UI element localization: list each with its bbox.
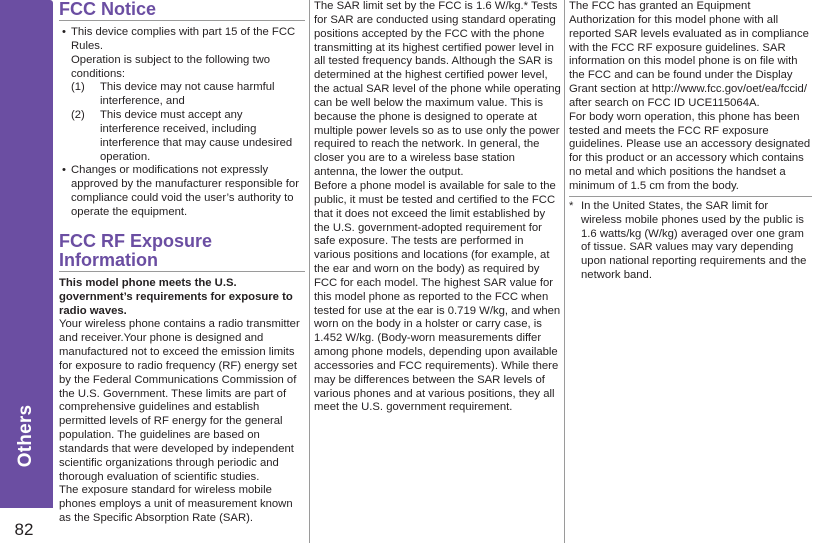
condition-number: (1) [71, 81, 85, 94]
condition-text: This device may not cause harmful interference, and [100, 81, 275, 108]
right-column [569, 0, 812, 283]
footnote [569, 196, 812, 283]
condition-item [71, 81, 305, 109]
footnote-text: In the United States, the SAR limit for wireless mobile phones used by the public is 1.6 watts/kg (W/kg) averaged over one gram of tissue. SAR values may vary depending upon national reporting requirements and the network band. [581, 199, 807, 282]
rf-lead-text: This model phone meets the U.S. government’s requirements for exposure to radio waves. [59, 276, 293, 317]
bullet-item [59, 26, 305, 164]
rf-paragraph: Your wireless phone contains a radio transmitter and receiver.Your phone is designed and manufactured not to exceed the emission limits for exposure to radio frequency (RF) energy set by the Federal Communications Commission of the U.S. Government. These limits are part of comprehensive guidelines and establish permitted levels of RF energy for the general population. The guidelines are based on standards that were developed by independent scientific organizations through periodic and thorough evaluation of scientific studies. [59, 318, 300, 483]
middle-column [314, 0, 562, 415]
condition-text: This device must accept any interference received, including interference that may cause undesired operation. [100, 109, 293, 163]
rf-exposure-heading: FCC RF Exposure Information [59, 232, 305, 272]
column-divider [564, 0, 565, 543]
section-side-tab [0, 0, 53, 508]
bullet-text: Changes or modifications not expressly approved by the manufacturer responsible for compliance could void the user’s authority to operate the equipment. [71, 164, 299, 218]
bullet-subtext: Operation is subject to the following two conditions: [71, 53, 271, 80]
bullet-text: This device complies with part 15 of the FCC Rules. [71, 26, 296, 52]
sar-paragraph: The SAR limit set by the FCC is 1.6 W/kg.* Tests for SAR are conducted using standard operating positions accepted by the FCC with the phone transmitting at its highest certified power level in all tested frequency bands. Although the SAR is determined at the highest certified power level, the actual SAR level of the phone while operating can be well below the maximum value. This is because the phone is designed to operate at multiple power levels so as to use only the power required to reach the network. In general, the closer you are to a wireless base station antenna, the lower the output. [314, 0, 561, 179]
column-divider [309, 0, 310, 543]
footnote-mark: * [569, 199, 574, 212]
bullet-item [59, 164, 305, 219]
condition-item [71, 109, 305, 164]
left-column [59, 0, 305, 526]
bullet-icon: • [62, 26, 66, 38]
bullet-icon: • [62, 164, 66, 177]
page-number: 82 [14, 520, 34, 539]
rf-paragraph: The exposure standard for wireless mobile phones employs a unit of measurement known as the Specific Absorption Rate (SAR). [59, 484, 293, 525]
sar-paragraph: Before a phone model is available for sale to the public, it must be tested and certified to the FCC that it does not exceed the limit established by the U.S. government-adopted requirement for safe exposure. The tests are performed in various positions and locations (for example, at the ear and worn on the body) as required by FCC for each model. The highest SAR value for this model phone as reported to the FCC when tested for use at the ear is 0.719 W/kg, and when worn on the body in a holster or carry case, is 1.452 W/kg. (Body-worn measurements differ among phone models, depending upon available accessories and FCC requirements). While there may be differences between the SAR levels of various phones and at various positions, they all meet the U.S. government requirement. [314, 179, 561, 414]
fcc-notice-heading: FCC Notice [59, 0, 305, 21]
condition-number: (2) [71, 109, 85, 122]
section-label: Others [15, 404, 36, 468]
body-worn-paragraph: For body worn operation, this phone has been tested and meets the FCC RF exposure guidelines. Please use an accessory designated for this product or an accessory which contains no metal and which positions the handset a minimum of 1.5 cm from the body. [569, 110, 811, 192]
authorization-paragraph: The FCC has granted an Equipment Authorization for this model phone with all reported SAR levels evaluated as in compliance with the FCC RF exposure guidelines. SAR information on this model phone is on file with the FCC and can be found under the Display Grant section at http://www.fcc.gov/oet/ea/fccid/ after search on FCC ID UCE115064A. [569, 0, 809, 109]
